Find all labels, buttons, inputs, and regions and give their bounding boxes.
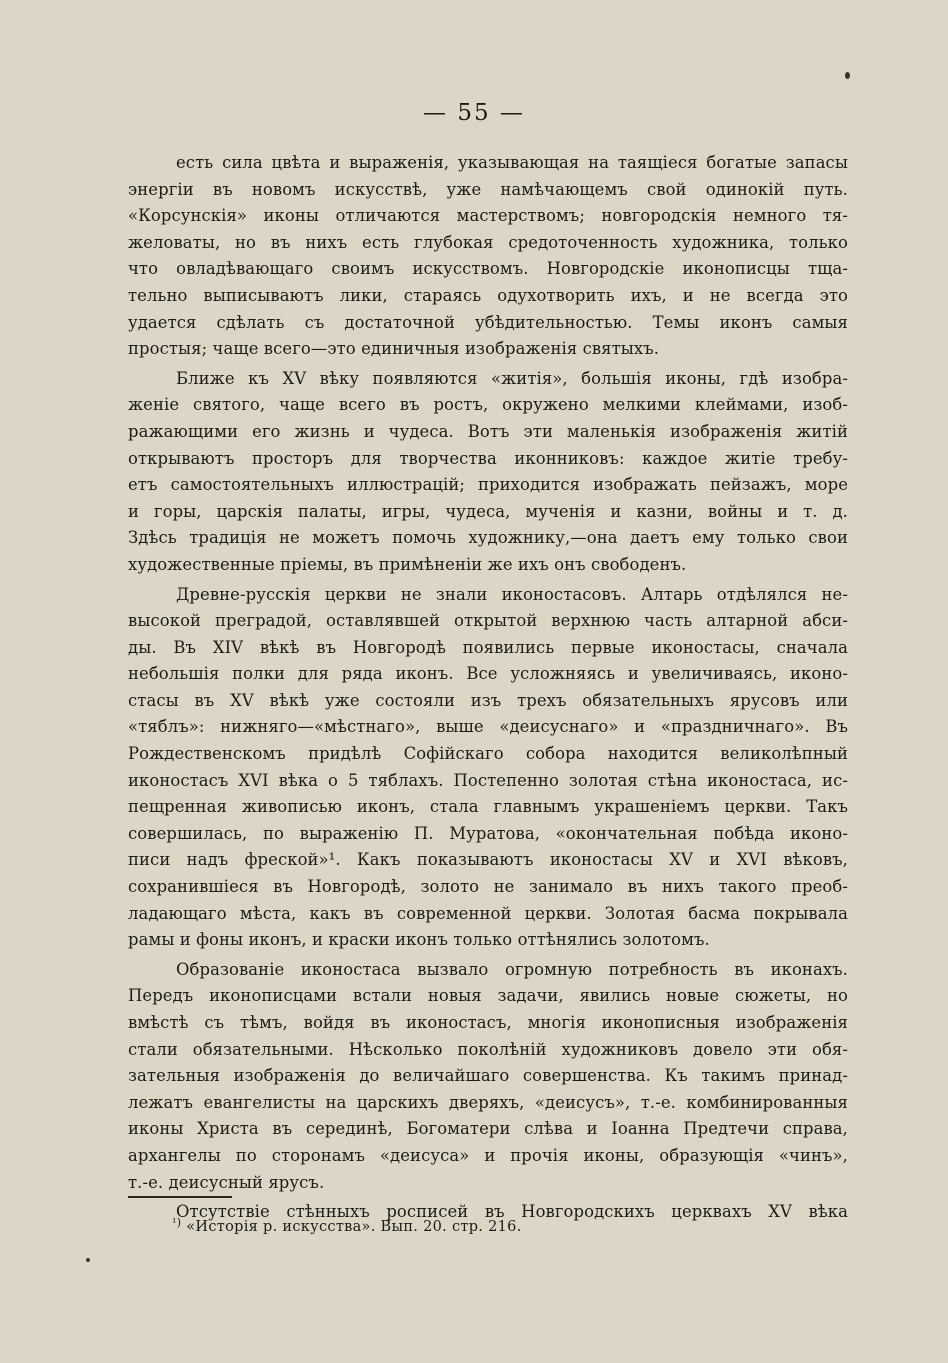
text-line: тельно выписываютъ лики, стараясь одухотворить ихъ, и не всегда это (128, 285, 848, 305)
paragraph (128, 366, 848, 579)
text-line: иконостасъ XVI вѣка о 5 тяблахъ. Постепенно золотая стѣна иконостаса, ис- (128, 770, 848, 790)
text-line: Ближе къ XV вѣку появляются «житія», большія иконы, гдѣ изобра- (176, 368, 848, 388)
text-line: Рождественскомъ придѣлѣ Софійскаго собора находится великолѣпный (128, 744, 848, 764)
text-line: удается сдѣлать съ достаточной убѣдительностью. Темы иконъ самыя (128, 312, 848, 332)
paper-speck (845, 72, 850, 79)
text-line: пещренная живописью иконъ, стала главнымъ украшеніемъ церкви. Такъ (128, 797, 848, 817)
text-line: ды. Въ XIV вѣкѣ въ Новгородѣ появились первые иконостасы, сначала (128, 637, 848, 657)
footnote-divider (128, 1196, 232, 1198)
footnote-mark: ¹) (172, 1216, 182, 1229)
footnote (172, 1216, 522, 1235)
text-line: етъ самостоятельныхъ иллюстрацій; приходится изображать пейзажъ, море (128, 475, 848, 495)
text-line: стасы въ XV вѣкѣ уже состояли изъ трехъ обязательныхъ ярусовъ или (128, 690, 848, 710)
text-line: зательныя изображенія до величайшаго совершенства. Къ такимъ принад- (128, 1066, 848, 1086)
text-line: открываютъ просторъ для творчества иконниковъ: каждое житіе требу- (128, 448, 848, 468)
text-line: художественные пріемы, въ примѣненіи же ихъ онъ свободенъ. (128, 554, 687, 574)
paragraph (128, 150, 848, 363)
text-line: Древне-русскія церкви не знали иконостасовъ. Алтарь отдѣлялся не- (176, 584, 848, 604)
paper-speck (86, 1258, 90, 1262)
text-line: стали обязательными. Нѣсколько поколѣній художниковъ довело эти обя- (128, 1039, 848, 1059)
text-line: Здѣсь традиція не можетъ помочь художнику,—она даетъ ему только свои (128, 528, 848, 548)
text-line: т.-е. деисусный ярусъ. (128, 1172, 325, 1192)
text-line: писи надъ фреской»¹. Какъ показываютъ иконостасы XV и XVI вѣковъ, (128, 850, 848, 870)
text-line: простыя; чаще всего—это единичныя изображенія святыхъ. (128, 339, 660, 359)
text-line: Передъ иконописцами встали новыя задачи, явились новые сюжеты, но (128, 986, 848, 1006)
text-line: «тяблъ»: нижняго—«мѣстнаго», выше «деисуснаго» и «праздничнаго». Въ (128, 717, 848, 737)
page-number: — 55 — (423, 100, 525, 126)
text-line: высокой преградой, оставлявшей открытой верхнюю часть алтарной абси- (128, 611, 848, 631)
text-line: и горы, царскія палаты, игры, чудеса, мученія и казни, войны и т. д. (128, 501, 848, 521)
text-line: иконы Христа въ серединѣ, Богоматери слѣва и Іоанна Предтечи справа, (128, 1119, 848, 1139)
text-line: женіе святого, чаще всего въ ростъ, окружено мелкими клеймами, изоб- (128, 395, 848, 415)
text-line: «Корсунскія» иконы отличаются мастерствомъ; новгородскія немного тя- (128, 206, 848, 226)
text-line: энергіи въ новомъ искусствѣ, уже намѣчающемъ свой одинокій путь. (128, 179, 848, 199)
text-line: сохранившіеся въ Новгородѣ, золото не занимало въ нихъ такого преоб- (128, 877, 848, 897)
text-line: вмѣстѣ съ тѣмъ, войдя въ иконостасъ, многія иконописныя изображенія (128, 1013, 848, 1032)
footnote-text: «Исторія р. искусства». Вып. 20. стр. 216. (186, 1219, 522, 1235)
text-line: есть сила цвѣта и выраженія, указывающая на таящіеся богатые запасы (176, 153, 848, 172)
text-line: лежатъ евангелисты на царскихъ дверяхъ, «деисусъ», т.-е. комбинированныя (128, 1092, 848, 1112)
body-text (128, 150, 848, 1229)
text-line: Образованіе иконостаса вызвало огромную потребность въ иконахъ. (176, 959, 848, 979)
text-line: ражающими его жизнь и чудеса. Вотъ эти маленькія изображенія житій (128, 421, 848, 441)
text-line: совершилась, по выраженію П. Муратова, «окончательная побѣда иконо- (128, 823, 848, 843)
text-line: желоваты, но въ нихъ есть глубокая средоточенность художника, только (128, 232, 848, 252)
text-line: небольшія полки для ряда иконъ. Все усложняясь и увеличиваясь, иконо- (128, 664, 848, 684)
paragraph (128, 957, 848, 1196)
text-line: ладающаго мѣста, какъ въ современной церкви. Золотая басма покрывала (128, 903, 848, 923)
text-line: что овладѣвающаго своимъ искусствомъ. Новгородскіе иконописцы тща- (128, 259, 848, 279)
paragraph (128, 582, 848, 954)
text-line: Отсутствіе стѣнныхъ росписей въ Новгородскихъ церквахъ XV вѣка (176, 1202, 848, 1222)
text-line: рамы и фоны иконъ, и краски иконъ только оттѣнялись золотомъ. (128, 930, 710, 950)
text-line: архангелы по сторонамъ «деисуса» и прочія иконы, образующія «чинъ», (128, 1145, 848, 1165)
